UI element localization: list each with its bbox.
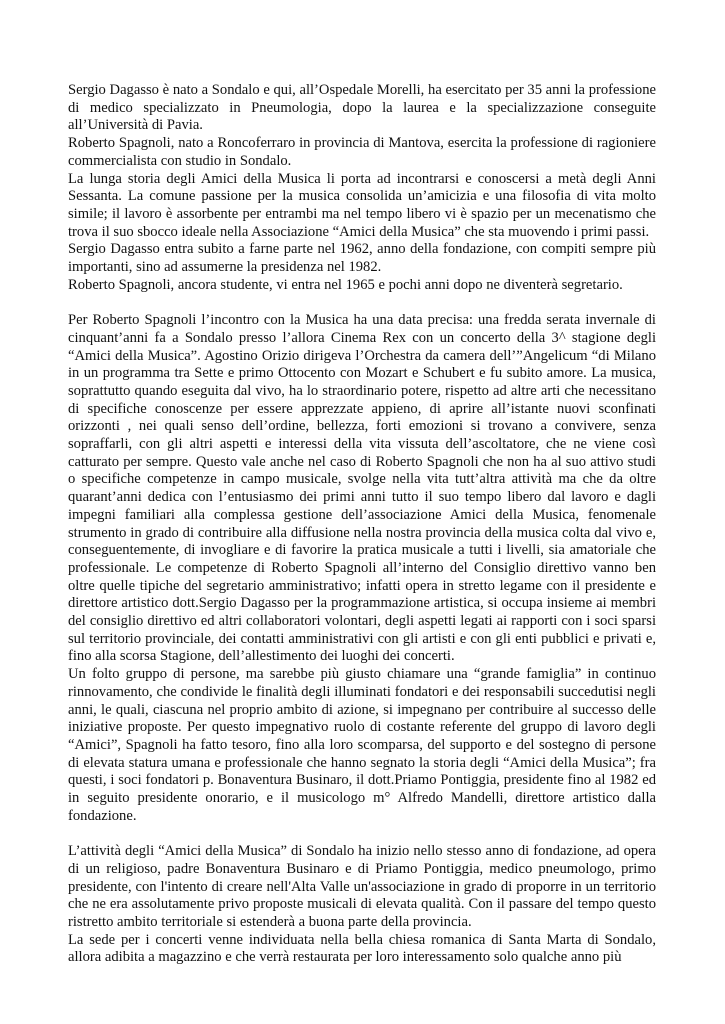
paragraph-spacer [68,294,656,312]
paragraph-dagasso-role: Sergio Dagasso entra subito a farne parte nel 1962, anno della fondazione, con compiti sempre più importanti, sino ad assumerne la presidenza nel 1982. [68,241,656,276]
paragraph-spagnoli-music: Per Roberto Spagnoli l’incontro con la Musica ha una data precisa: una fredda serata invernale di cinquant’anni fa a Sondalo presso l’allora Cinema Rex con un concerto della 3^ stagione degli “Amici della Musica”. Agostino Orizio dirigeva l’Orchestra da camera dell’”Angelicum “di Milano in un programma tra Sette e primo Ottocento con Mozart e Schubert e fu subito amore. La musica, soprattutto quando eseguita dal vivo, ha lo straordinario potere, rispetto ad altre arti che necessitano di specifiche conoscenze per essere apprezzate appieno, di aprire all’istante nuovi sconfinati orizzonti , nei quali senso dell’ordine, bellezza, forti emozioni si trovano a convivere, senza sopraffarli, con gli altri aspetti e interessi della vita vissuta dell’ascoltatore, che ne viene così catturato per sempre. Questo vale anche nel caso di Roberto Spagnoli che non ha al suo attivo studi o specifiche competenze in campo musicale, svolge nella vita tutt’altra attività ma che da oltre quarant’anni dedica con l’entusiasmo dei primi anni tutto il suo tempo libero dal lavoro e dagli impegni familiari alla complessa gestione dell’associazione Amici della Musica, fenomenale strumento in grado di contribuire alla diffusione nella nostra provincia della musica colta dal vivo e, conseguentemente, di invogliare e di favorire la pratica musicale a tutti i livelli, sia amatoriale che professionale. Le competenze di Roberto Spagnoli all’interno del Consiglio direttivo vanno ben oltre quelle tipiche del segretario amministrativo; infatti opera in stretto legame con il presidente e direttore artistico dott.Sergio Dagasso per la programmazione artistica, si occupa insieme ai membri del consiglio direttivo ed altri collaboratori volontari, degli aspetti legati ai rapporti con i soci sparsi sul territorio provinciale, dei contatti amministrativi con gli artisti e con gli enti pubblici e privati e, fino alla scorsa Stagione, dell’allestimento dei luoghi dei concerti. [68,312,656,665]
paragraph-dagasso-bio: Sergio Dagasso è nato a Sondalo e qui, all’Ospedale Morelli, ha esercitato per 35 anni la professione di medico specializzato in Pneumologia, dopo la laurea e la specializzazione conseguite all’Università di Pavia. [68,82,656,134]
paragraph-amici-history: La lunga storia degli Amici della Musica li porta ad incontrarsi e conoscersi a metà degli Anni Sessanta. La comune passione per la musica consolida un’amicizia e una filosofia di vita molto simile; il lavoro è assorbente per entrambi ma nel tempo libero vi è spazio per un mecenatismo che trova il suo sbocco ideale nella Associazione “Amici della Musica” che sta muovendo i primi passi. [68,170,656,240]
paragraph-attivita: L’attività degli “Amici della Musica” di Sondalo ha inizio nello stesso anno di fondazione, ad opera di un religioso, padre Bonaventura Businaro e di Priamo Pontiggia, medico pneumologo, primo presidente, con l'intento di creare nell'Alta Valle un'associazione in grado di proporre in un territorio che ne era assolutamente privo proposte musicali di elevata qualità. Con il passare del tempo questo ristretto ambito territoriale si estenderà a buona parte della provincia. [68,843,656,931]
paragraph-sede-concerti: La sede per i concerti venne individuata nella bella chiesa romanica di Santa Marta di Sondalo, allora adibita a magazzino e che verrà restaurata per loro interessamento solo qualche anno più [68,931,656,966]
paragraph-spagnoli-bio: Roberto Spagnoli, nato a Roncoferraro in provincia di Mantova, esercita la professione di ragioniere commercialista con studio in Sondalo. [68,135,656,169]
paragraph-spagnoli-role: Roberto Spagnoli, ancora studente, vi entra nel 1965 e pochi anni dopo ne diventerà segretario. [68,276,623,293]
paragraph-grande-famiglia: Un folto gruppo di persone, ma sarebbe più giusto chiamare una “grande famiglia” in continuo rinnovamento, che condivide le finalità degli illuminati fondatori e dei responsabili succedutisi negli anni, le quali, ciascuna nel proprio ambito di azione, si impegnano per contribuire al successo delle iniziative proposte. Per questo impegnativo ruolo di costante referente del gruppo di lavoro degli “Amici”, Spagnoli ha fatto tesoro, fino alla loro scomparsa, del supporto e del sostegno di persone di elevata statura umana e professionale che hanno segnato la storia degli “Amici della Musica”; fra questi, i soci fondatori p. Bonaventura Businaro, il dott.Priamo Pontiggia, presidente fino al 1982 ed in seguito presidente onorario, e il musicologo m° Alfredo Mandelli, direttore artistico dalla fondazione. [68,666,656,824]
document-page [68,82,656,967]
paragraph-spacer [68,826,656,844]
